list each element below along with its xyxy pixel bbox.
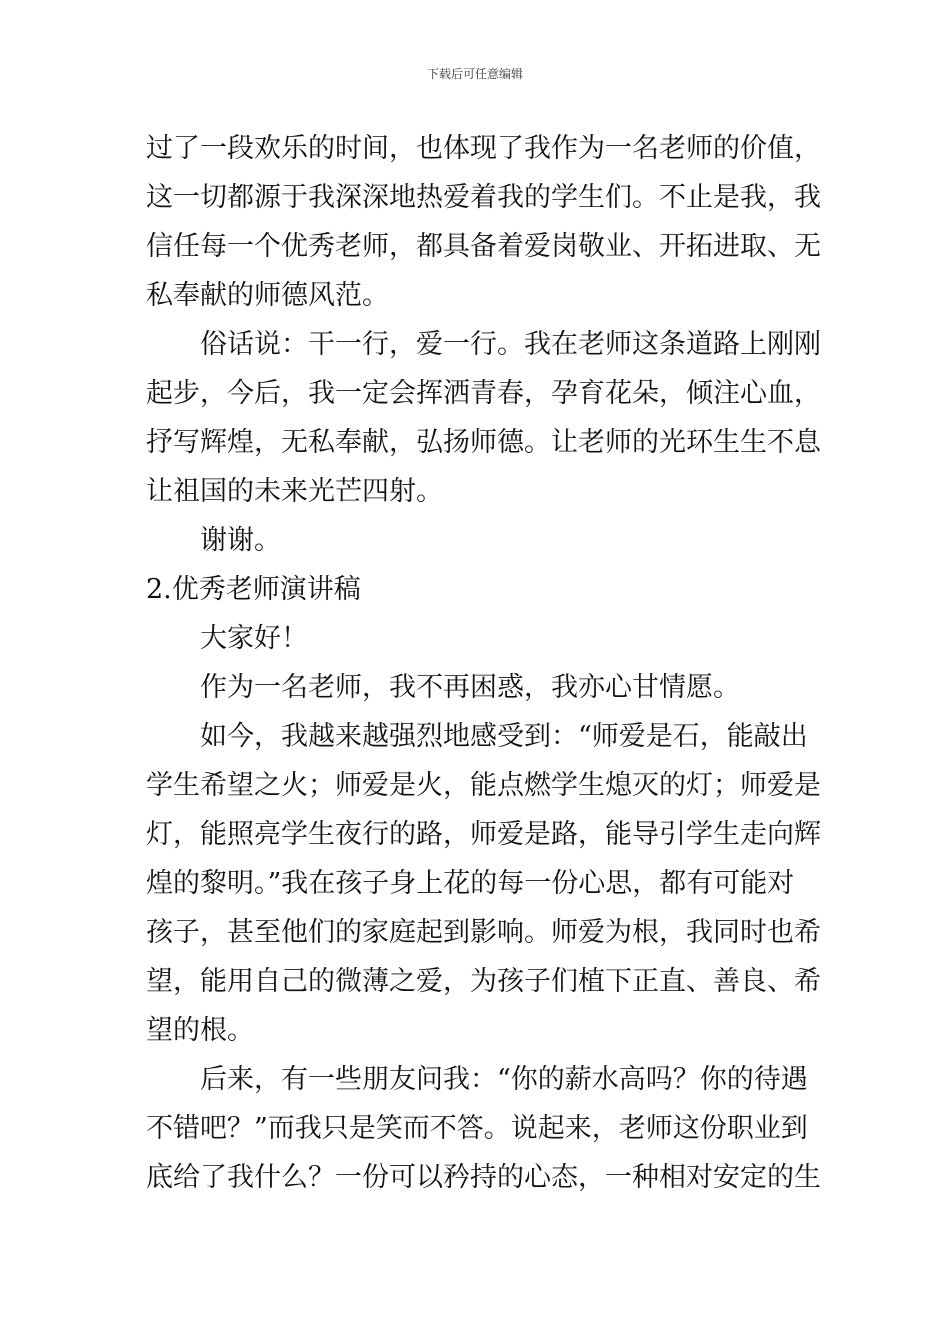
paragraph: [146, 712, 821, 1055]
text-line: 望的根。: [146, 1015, 254, 1046]
text-line: 作为一名老师，我不再困惑，我亦心甘情愿。: [200, 672, 740, 703]
text-line: 望，能用自己的微薄之爱，为孩子们植下正直、善良、希: [146, 966, 821, 997]
paragraph: [146, 320, 821, 516]
paragraph: [146, 516, 816, 565]
text-line: 抒写辉煌，无私奉献，弘扬师德。让老师的光环生生不息: [146, 427, 821, 458]
document-body: [146, 124, 821, 1202]
text-line: 煌的黎明。”我在孩子身上花的每一份心思，都有可能对: [146, 868, 795, 899]
text-line: 后来，有一些朋友问我：“你的薪水高吗？你的待遇: [200, 1064, 808, 1095]
paragraph: [146, 663, 816, 712]
text-line: 灯，能照亮学生夜行的路，师爱是路，能导引学生走向辉: [146, 819, 821, 850]
heading-line: 2.优秀老师演讲稿: [146, 574, 361, 605]
text-line: 这一切都源于我深深地热爱着我的学生们。不止是我，我: [146, 182, 821, 213]
paragraph: [146, 1055, 821, 1202]
text-line: 过了一段欢乐的时间，也体现了我作为一名老师的价值，: [146, 133, 821, 164]
text-line: 俗话说：干一行，爱一行。我在老师这条道路上刚刚: [200, 329, 821, 360]
text-line: 底给了我什么？一份可以矜持的心态，一种相对安定的生: [146, 1162, 821, 1193]
text-line: 如今，我越来越强烈地感受到：“师爱是石，能敲出: [200, 721, 808, 752]
page-header: 下载后可任意编辑: [426, 67, 523, 81]
text-line: 谢谢。: [200, 525, 281, 556]
text-line: 大家好！: [200, 623, 308, 654]
text-line: 起步，今后，我一定会挥洒青春，孕育花朵，倾注心血，: [146, 378, 821, 409]
text-line: 学生希望之火；师爱是火，能点燃学生熄灭的灯；师爱是: [146, 770, 821, 801]
text-line: 孩子，甚至他们的家庭起到影响。师爱为根，我同时也希: [146, 917, 821, 948]
text-line: 私奉献的师德风范。: [146, 280, 389, 311]
text-line: 信任每一个优秀老师，都具备着爱岗敬业、开拓进取、无: [146, 231, 821, 262]
section-heading: [146, 565, 816, 614]
paragraph: [146, 614, 816, 663]
paragraph-continued: [146, 124, 821, 320]
text-line: 不错吧？”而我只是笑而不答。说起来，老师这份职业到: [146, 1113, 808, 1144]
text-line: 让祖国的未来光芒四射。: [146, 476, 443, 507]
